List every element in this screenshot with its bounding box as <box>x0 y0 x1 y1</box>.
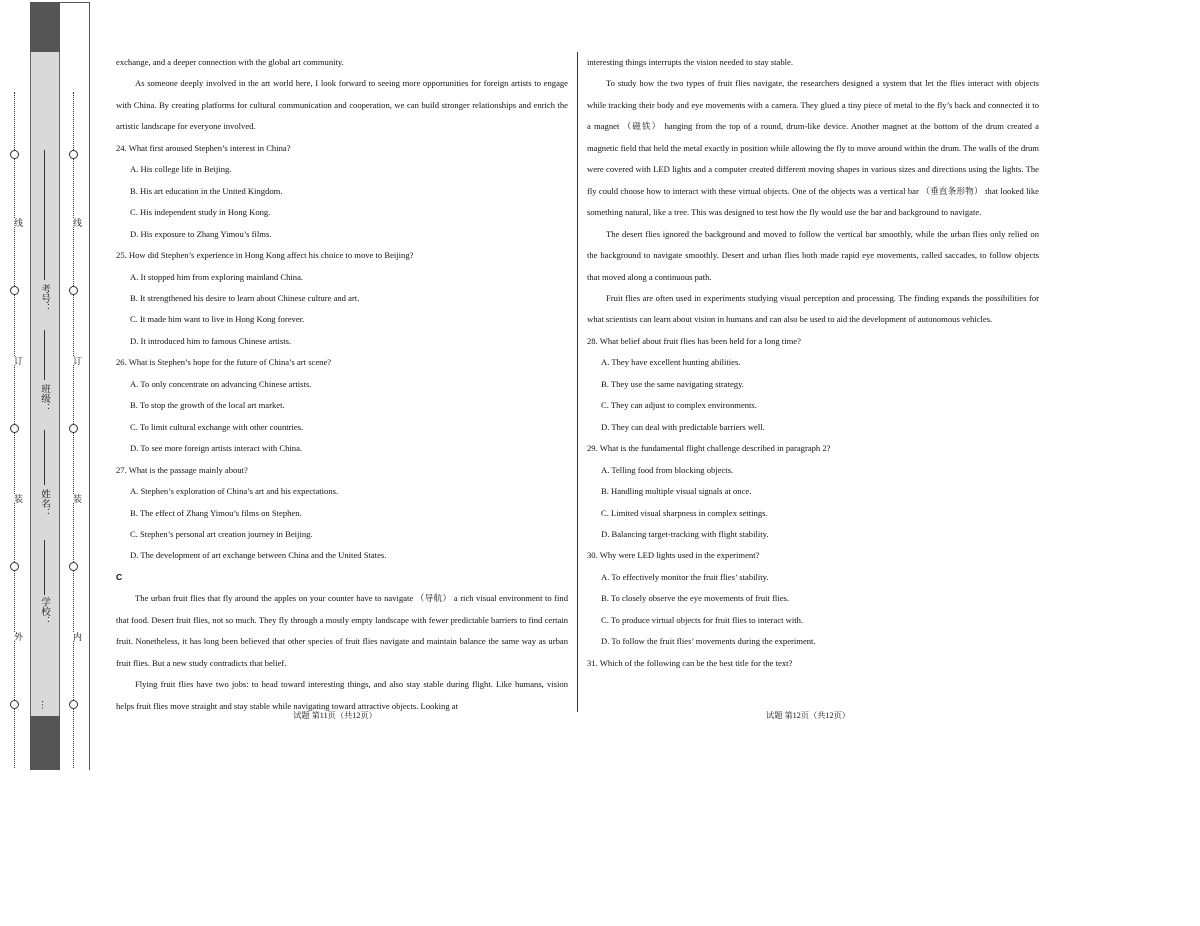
answer-option: A. Stephen’s exploration of China’s art and his expectations. <box>130 486 339 497</box>
answer-option: B. His art education in the United Kingdom. <box>130 185 283 196</box>
answer-option: C. They can adjust to complex environments. <box>601 400 757 411</box>
answer-option: D. The development of art exchange between China and the United States. <box>130 550 387 561</box>
binding-border <box>89 2 90 770</box>
answer-option: D. Balancing target-tracking with flight stability. <box>601 528 769 539</box>
answer-option: A. It stopped him from exploring mainland China. <box>130 271 304 282</box>
paragraph: To study how the two types of fruit flies navigate, the researchers designed a system that let the flies interact with objects while tracking their body and eye movements with a camera. They glued a tiny piece of metal to the fly’s back and connected it to a magnet （磁铁） hanging from the top of a round, drum-like device. Another magnet at the bottom of the drum created a magnetic field that held the metal exactly in position while allowing the fly to move around within the drum. The walls of the drum were covered with LED lights and a computer created different moving shapes in various sizes and directions using the lights. The fly could choose how to interact with these virtual objects. One of the objects was a vertical bar （垂直条形物） that looked like something natural, like a tree. This was designed to test how the fly would use the bar and background to navigate. <box>587 78 1039 218</box>
answer-option: D. His exposure to Zhang Yimou’s films. <box>130 228 272 239</box>
question: 28. What belief about fruit flies has been held for a long time? <box>587 335 801 346</box>
question: 26. What is Stephen’s hope for the future of China’s art scene? <box>116 357 332 368</box>
inner-hole-circle <box>69 424 78 433</box>
class-blank[interactable] <box>44 330 45 380</box>
inner-mark-zhuang: 装 <box>67 494 81 503</box>
name-blank[interactable] <box>44 430 45 485</box>
question: 25. How did Stephen’s experience in Hong Kong affect his choice to move to Beijing? <box>116 250 414 261</box>
outer-hole-circle <box>10 424 19 433</box>
answer-option: A. They have excellent hunting abilities. <box>601 357 741 368</box>
answer-option: B. The effect of Zhang Yimou’s films on Stephen. <box>130 507 302 518</box>
outer-hole-circle <box>10 286 19 295</box>
paragraph: The urban fruit flies that fly around the apples on your counter have to navigate （导航） a rich visual environment to find that food. Desert fruit flies, not so much. They fly through a mostly empty landscape with fewer predictable barriers to find certain fruit. Nonetheless, it has long been believed that other species of fruit flies navigate and maintain balance the same way as urban fruit flies. But a new study contradicts that belief. <box>116 593 568 668</box>
inner-hole-circle <box>69 562 78 571</box>
info-bar-top-cap <box>30 2 60 52</box>
answer-option: D. It introduced him to famous Chinese artists. <box>130 335 292 346</box>
page-11-column <box>116 52 568 717</box>
outer-hole-circle <box>10 562 19 571</box>
answer-option: A. To only concentrate on advancing Chinese artists. <box>130 378 312 389</box>
inner-mark-xian: 线 <box>67 218 81 227</box>
question: 30. Why were LED lights used in the experiment? <box>587 550 760 561</box>
question: 24. What first aroused Stephen’s interest in China? <box>116 142 291 153</box>
page-12-column <box>587 52 1039 674</box>
answer-option: A. To effectively monitor the fruit flies’ stability. <box>601 571 769 582</box>
question: 29. What is the fundamental flight challenge described in paragraph 2? <box>587 443 831 454</box>
answer-option: C. Limited visual sharpness in complex settings. <box>601 507 768 518</box>
paragraph: The desert flies ignored the background and moved to follow the vertical bar smoothly, while the urban flies only relied on the background to navigate smoothly. Desert and urban flies both made rapid eye movements, called saccades, to follow objects that moved along a continuous path. <box>587 228 1039 282</box>
question: 27. What is the passage mainly about? <box>116 464 248 475</box>
paragraph: interesting things interrupts the vision needed to stay stable. <box>587 57 793 67</box>
answer-option: C. His independent study in Hong Kong. <box>130 207 271 218</box>
inner-mark-nei: 内 <box>67 632 81 641</box>
answer-option: B. Handling multiple visual signals at once. <box>601 486 752 497</box>
binding-top-border <box>60 2 90 3</box>
paragraph: Flying fruit flies have two jobs: to head toward interesting things, and also stay stable during flight. Like humans, vision helps fruit flies move straight and stay stable while navigating toward attractive objects. Looking at <box>116 679 568 711</box>
name-label: 姓名： <box>39 489 49 518</box>
outer-hole-circle <box>10 150 19 159</box>
inner-hole-circle <box>69 150 78 159</box>
answer-option: D. To see more foreign artists interact with China. <box>130 443 303 454</box>
outer-mark-xian: 线 <box>8 218 22 227</box>
class-label: 班级： <box>39 384 49 413</box>
answer-option: C. To limit cultural exchange with other countries. <box>130 421 304 432</box>
answer-option: D. They can deal with predictable barriers well. <box>601 421 765 432</box>
outer-mark-ding: 订 <box>8 356 22 365</box>
school-label: 学校： <box>39 597 49 626</box>
section-heading: C <box>116 571 123 582</box>
paragraph: As someone deeply involved in the art world here, I look forward to seeing more opportunities for foreign artists to engage with China. By creating platforms for cultural communication and cooperation, we can build stronger relationships and enrich the artistic landscape for everyone involved. <box>116 78 568 132</box>
outer-hole-circle <box>10 700 19 709</box>
info-bar-bottom-mark: … <box>39 700 49 710</box>
answer-option: C. It made him want to live in Hong Kong forever. <box>130 314 305 325</box>
inner-hole-circle <box>69 286 78 295</box>
answer-option: A. His college life in Beijing. <box>130 164 232 175</box>
answer-option: B. It strengthened his desire to learn about Chinese culture and art. <box>130 292 360 303</box>
exam-number-blank[interactable] <box>44 150 45 280</box>
question: 31. Which of the following can be the best title for the text? <box>587 657 793 668</box>
answer-option: D. To follow the fruit flies’ movements during the experiment. <box>601 636 816 647</box>
answer-option: B. To closely observe the eye movements of fruit flies. <box>601 593 790 604</box>
answer-option: B. They use the same navigating strategy. <box>601 378 744 389</box>
inner-hole-circle <box>69 700 78 709</box>
answer-option: A. Telling food from blocking objects. <box>601 464 734 475</box>
info-bar-bottom-cap <box>30 716 60 770</box>
answer-option: C. Stephen’s personal art creation journey in Beijing. <box>130 528 313 539</box>
paragraph: exchange, and a deeper connection with the global art community. <box>116 57 344 67</box>
page-12-footer: 试题 第12页（共12页） <box>766 711 850 720</box>
paragraph: Fruit flies are often used in experiments studying visual perception and processing. The finding expands the possibilities for what scientists can learn about vision in humans and can also be used to aid the development of autonomous vehicles. <box>587 292 1039 325</box>
outer-mark-wai: 外 <box>8 632 22 641</box>
page-11-footer: 试题 第11页（共12页） <box>293 711 377 720</box>
exam-number-label: 考号： <box>39 284 49 313</box>
answer-option: C. To produce virtual objects for fruit flies to interact with. <box>601 614 804 625</box>
outer-mark-zhuang: 装 <box>8 494 22 503</box>
answer-option: B. To stop the growth of the local art market. <box>130 400 285 411</box>
page-divider <box>577 52 578 712</box>
school-blank[interactable] <box>44 540 45 595</box>
inner-mark-ding: 订 <box>67 356 81 365</box>
